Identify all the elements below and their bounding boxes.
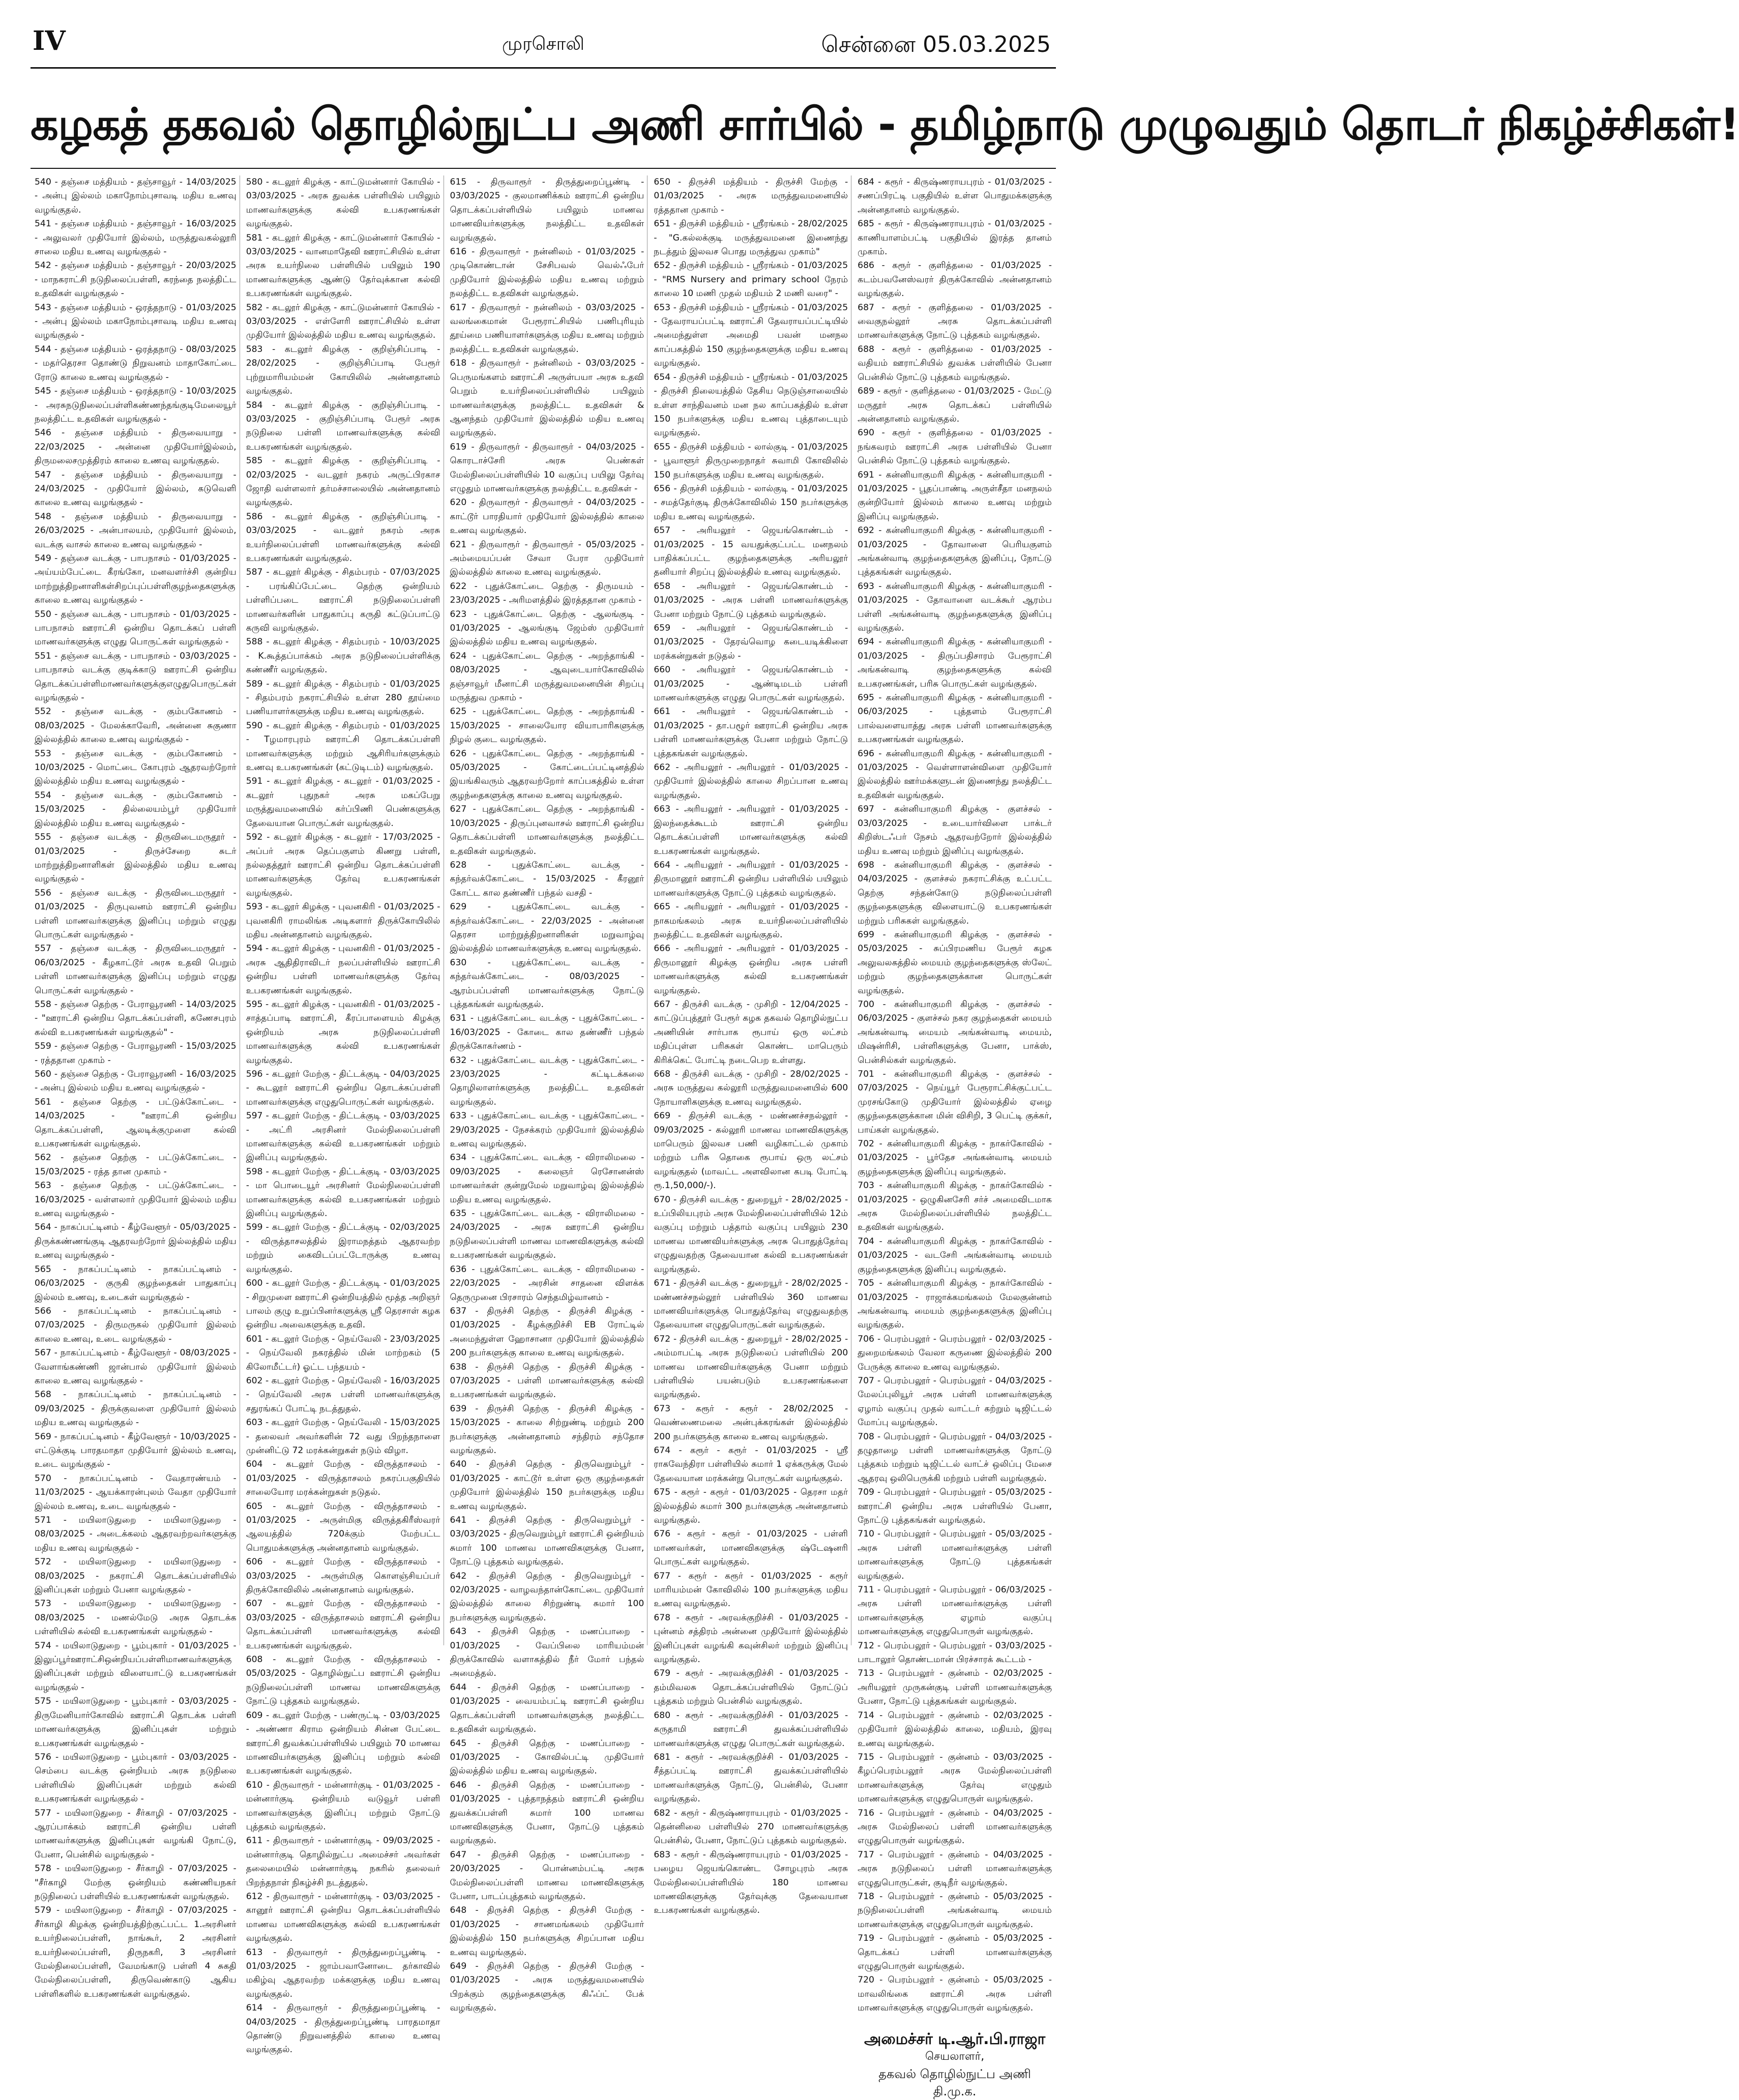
list-item: 559 - தஞ்சை தெற்கு - பேராவூரணி - 15/03/2025 - ரத்ததான முகாம் - — [35, 1041, 237, 1066]
list-item: 693 - கன்னியாகுமரி கிழக்கு - கன்னியாகுமரி - 01/03/2025 - தோவாளை வடக்கூர் ஆரம்ப பள்ளி அங்கன்வாடி குழந்தைகளுக்கு இனிப்பு வழங்குதல். — [858, 581, 1052, 633]
list-item: 714 - பெரம்பலூர் - குன்னம் - 02/03/2025 - முதியோர் இல்லத்தில் காலை, மதியம், இரவு உணவு வழங்குதல். — [858, 1710, 1052, 1749]
list-item: 609 - கடலூர் மேற்கு - பண்ருட்டி - 03/03/2025 - அண்ணா கிராம ஒன்றியம் சின்ன பேட்டை ஊராட்சி துவக்கப்பள்ளியில் பயிலும் 70 மாணவ மாணவியர்களுக்கு இனிப்பு மற்றும் கல்வி உபகரணங்கள் வழங்குதல். — [246, 1710, 440, 1777]
list-item: 602 - கடலூர் மேற்கு - நெய்வேலி - 16/03/2025 - நெய்வேலி அரசு பள்ளி மாணவர்களுக்கு சதுரங்கப் போட்டி நடத்துதல். — [246, 1375, 440, 1414]
list-item: 663 - அரியலூர் - அரியலூர் - 01/03/2025 - இலந்தைக்கூடம் ஊராட்சி ஒன்றிய தொடக்கப்பள்ளி மாணவர்களுக்கு கல்வி உபகரணங்கள் வழங்குதல். — [654, 804, 848, 856]
list-item: 667 - திருச்சி வடக்கு - முசிறி - 12/04/2025 - காட்டுப்புத்தூர் பேரூர் கழக தகவல் தொழில்நுட்ப அணியின் சார்பாக ரூபாய் ஒரு லட்சம் மதிப்புள்ள பரிசுகள் கொண்ட மாபெரும் கிரிக்கெட் போட்டி நடைபெற உள்ளது. — [654, 999, 848, 1066]
list-item: 646 - திருச்சி தெற்கு - மணப்பாறை - 01/03/2025 - புத்தாநத்தம் ஊராட்சி ஒன்றிய துவக்கப்பள்ளி சுமார் 100 மாணவ மாணவிகளுக்கு பேனா, நோட்டு புத்தகம் வழங்குதல். — [450, 1780, 644, 1846]
list-item: 631 - புதுக்கோட்டை வடக்கு - புதுக்கோட்டை - 16/03/2025 - கோடை கால தண்ணீர் பந்தல் திருக்கோகர்ணம் - — [450, 1013, 644, 1052]
list-item: 558 - தஞ்சை தெற்கு - பேராவூரணி - 14/03/2025 - "ஊராட்சி ஒன்றிய தொடக்கப்பள்ளி, கணேசபுரம் கல்வி உபகரணங்கள் வழங்குதல்" - — [35, 999, 237, 1038]
list-item: 599 - கடலூர் மேற்கு - திட்டக்குடி - 02/03/2025 - விருத்தாசலத்தில் இராமநத்தம் ஆதரவற்ற மற்றும் கைவிடப்பட்டோருக்கு உணவு வழங்குதல். — [246, 1222, 440, 1275]
list-item: 561 - தஞ்சை தெற்கு - பட்டுக்கோட்டை - 14/03/2025 - "ஊராட்சி ஒன்றிய தொடக்கப்பள்ளி, ஆலடிக்குமுளை கல்வி உபகரணங்கள் வழங்குதல். — [35, 1097, 237, 1149]
list-item: 582 - கடலூர் கிழக்கு - காட்டுமன்னார் கோயில் - 03/03/2025 - எள்ளேரி ஊராட்சியில் உள்ள முதியோர் இல்லத்தில் மதிய உணவு வழங்குதல். — [246, 302, 440, 341]
list-item: 565 - நாகப்பட்டினம் - நாகப்பட்டினம் - 06/03/2025 - குருகி குழந்தைகள் பாதுகாப்பு இல்லம் உணவு, உடைகள் வழங்குதல் - — [35, 1264, 237, 1303]
list-item: 576 - மயிலாடுதுறை - பூம்புகார் - 03/03/2025 - செம்பை வடக்கு ஒன்றியம் அரசு நடுநிலை பள்ளியில் இனிப்புகள் மற்றும் கல்வி உபகரணங்கள் வழங்குதல் - — [35, 1752, 237, 1805]
list-item: 655 - திருச்சி மத்தியம் - லால்குடி - 01/03/2025 - பூவாளூர் திருமுறைநாதர் சுவாமி கோவிலில் 150 நபர்களுக்கு மதிய உணவு வழங்குதல். — [654, 441, 848, 480]
list-item: 669 - திருச்சி வடக்கு - மண்ணச்சநல்லூர் - 09/03/2025 - கல்லூரி மாணவ மாணவிகளுக்கு மாபெரும் இலவச பணி வழிகாட்டல் முகாம் மற்றும் பரிசு தொகை ரூபாய் ஒரு லட்சம் வழங்குதல் (மாவட்ட அளவிலான கபடி போட்டி ரூ.1,50,000/-). — [654, 1111, 848, 1191]
list-item: 701 - கன்னியாகுமரி கிழக்கு - குளச்சல் - 07/03/2025 - நெய்யூர் பேரூராட்சிக்குட்பட்ட முரசங்கோடு முதியோர் இல்லத்தில் ஏழை குழந்தைகளுக்கான மின் விசிறி, 3 பெட்டி குக்கர், பாய்கள் வழங்குதல். — [858, 1069, 1052, 1135]
list-item: 630 - புதுக்கோட்டை வடக்கு - கந்தர்வக்கோட்டை - 08/03/2025 - ஆரம்பப்பள்ளி மாணவர்களுக்கு நோட்டு புத்தகங்கள் வழங்குதல். — [450, 957, 644, 1010]
list-item: 716 - பெரம்பலூர் - குன்னம் - 04/03/2025 - அரசு மேல்நிலைப் பள்ளி மாணவர்களுக்கு எழுதுபொருள் வழங்குதல். — [858, 1808, 1052, 1846]
list-item: 674 - கரூர் - கரூர் - 01/03/2025 - ஸ்ரீ ராகவேந்திரா பள்ளியில் சுமார் 1 ஏக்கருக்கு மேல் தேவையான மரக்கன்று பொருட்கள் வழங்குதல். — [654, 1445, 848, 1484]
list-item: 577 - மயிலாடுதுறை - சீர்காழி - 07/03/2025 - ஆரப்பாக்கம் ஊராட்சி ஒன்றிய பள்ளி மாணவர்களுக்கு இனிப்புகள் வழங்கி நோட்டு, பேனா, பென்சில் வழங்குதல் - — [35, 1808, 237, 1860]
list-item: 552 - தஞ்சை வடக்கு - கும்பகோணம் - 08/03/2025 - மேலக்காவேரி, அன்னை சுகுணா இல்லத்தில் காலை உணவு வழங்குதல் - — [35, 706, 237, 745]
list-item: 557 - தஞ்சை வடக்கு - திருவிடைமருதூர் - 06/03/2025 - கீழகாட்டூர் அரசு உதவி பெறும் பள்ளி மாணவர்களுக்கு இனிப்பு மற்றும் எழுது பொருட்கள் வழங்குதல் - — [35, 943, 237, 996]
list-item: 555 - தஞ்சை வடக்கு - திருவிடைமருதூர் - 01/03/2025 - திருச்சேறை சுடர் மாற்றுத்திறனாளிகள் இல்லத்தில் மதிய உணவு வழங்குதல் - — [35, 832, 237, 884]
list-item: 621 - திருவாரூர் - திருவாரூர் - 05/03/2025 - அம்மையப்பன் சேவா பேரா முதியோர் இல்லத்தில் காலை உணவு வழங்குதல். — [450, 539, 644, 578]
list-item: 541 - தஞ்சை மத்தியம் - தஞ்சாவூர் - 16/03/2025 - அலுவலர் முதியோர் இல்லம், மருத்துவகல்லூரி சாலை மதிய உணவு வழங்குதல் - — [35, 219, 237, 257]
list-item: 583 - கடலூர் கிழக்கு - குறிஞ்சிப்பாடி - 28/02/2025 - குறிஞ்சிப்பாடி பேரூர் புற்றுமாரியம்மன் கோயிலில் அன்னதானம் வழங்குதல். — [246, 344, 440, 397]
list-item: 709 - பெரம்பலூர் - பெரம்பலூர் - 05/03/2025 - ஊராட்சி ஒன்றிய அரசு பள்ளியில் பேனா, நோட்டு புத்தகங்கள் வழங்குதல். — [858, 1487, 1052, 1525]
column-3 — [447, 175, 648, 2014]
list-item: 601 - கடலூர் மேற்கு - நெய்வேலி - 23/03/2025 - நெய்வேலி நகரத்தில் மின் மாற்றகம் (5 கிலோமீட்டர்) ஓட்ட பந்தயம் - — [246, 1334, 440, 1372]
list-item: 554 - தஞ்சை வடக்கு - கும்பகோணம் - 15/03/2025 - தில்லையம்பூர் முதியோர் இல்லத்தில் மதிய உணவு வழங்குதல் - — [35, 790, 237, 829]
list-item: 704 - கன்னியாகுமரி கிழக்கு - நாகர்கோவில் - 01/03/2025 - வடசேரி அங்கன்வாடி மையம் குழந்தைகளுக்கு இனிப்பு வழங்குதல். — [858, 1236, 1052, 1275]
list-item: 700 - கன்னியாகுமரி கிழக்கு - குளச்சல் - 06/03/2025 - குளச்சல் நகர குழந்தைகள் மையம் அங்கன்வாடி மையம் அங்கன்வாடி மையம், மிஷன்ரிசி, பள்ளிகளுக்கு பேனா, பாக்ஸ், பென்சில்கள் வழங்குதல். — [858, 999, 1052, 1066]
list-item: 628 - புதுக்கோட்டை வடக்கு - கந்தர்வக்கோட்டை - 15/03/2025 - கீரனூர் கோட்ட கால தண்ணீர் பந்தல் வசதி - — [450, 860, 644, 898]
list-item: 589 - கடலூர் கிழக்கு - சிதம்பரம் - 01/03/2025 - சிதம்பரம் நகராட்சியில் உள்ள 280 தூய்மை பணியாளர்களுக்கு மதிய உணவு வழங்குதல். — [246, 678, 440, 717]
list-item: 658 - அரியலூர் - ஜெயங்கொண்டம் - 01/03/2025 - அரசு பள்ளி மாணவர்களுக்கு பேனா மற்றும் நோட்டு புத்தகம் வழங்குதல். — [654, 581, 848, 619]
signoff — [858, 2031, 1052, 2100]
article-columns — [32, 175, 1055, 2098]
list-item: 659 - அரியலூர் - ஜெயங்கொண்டம் - 01/03/2025 - தேரவ்வொழ கடையடிக்கிளை மரக்கன்றுகள் நடுதல் - — [654, 623, 848, 661]
list-item: 649 - திருச்சி தெற்கு - திருச்சி மேற்கு - 01/03/2025 - அரசு மருத்துவமனையில் பிறக்கும் குழந்தைகளுக்கு கிஃப்ட் பேக் வழங்குதல். — [450, 1961, 644, 2014]
list-item: 706 - பெரம்பலூர் - பெரம்பலூர் - 02/03/2025 - துறைமங்கலம் வேலா கருணை இல்லத்தில் 200 பேருக்கு காலை உணவு வழங்குதல். — [858, 1334, 1052, 1372]
column-5 — [854, 175, 1055, 2098]
column-4 — [651, 175, 851, 1916]
list-item: 571 - மயிலாடுதுறை - மயிலாடுதுறை - 08/03/2025 - அடைக்கலம் ஆதரவற்றவர்களுக்கு மதிய உணவு வழங்குதல் - — [35, 1515, 237, 1553]
list-item: 610 - திருவாரூர் - மன்னார்குடி - 01/03/2025 - மன்னார்குடி ஒன்றியம் வடுவூர் பள்ளி மாணவர்களுக்கு இனிப்பு மற்றும் நோட்டு புத்தகம் வழங்குதல். — [246, 1780, 440, 1832]
list-item: 670 - திருச்சி வடக்கு - துறையூர் - 28/02/2025 - உப்பிலியபுரம் அரசு மேல்நிலைப்பள்ளியில் 12ம் வகுப்பு மற்றும் பத்தாம் வகுப்பு பயிலும் 230 மாணவ மாணவியர்களுக்கு அரசு பொதுத்தேர்வு எழுதுவதற்கு தேவையான கல்வி உபகரணங்கள் வழங்குதல். — [654, 1194, 848, 1275]
list-item: 678 - கரூர் - அரவக்குறிச்சி - 01/03/2025 - புன்னம் சத்திரம் அன்னை முதியோர் இல்லத்தில் இனிப்புகள் வழங்கி கவுன்சிலர் மற்றும் இனிப்பு வழங்குதல். — [654, 1612, 848, 1665]
list-item: 660 - அரியலூர் - ஜெயங்கொண்டம் - 01/03/2025 - ஆண்டிமடம் பள்ளி மாணவர்களுக்கு எழுது பொருட்கள் வழங்குதல். — [654, 665, 848, 703]
list-item: 584 - கடலூர் கிழக்கு - குறிஞ்சிப்பாடி - 03/03/2025 - குறிஞ்சிப்பாடி பேரூர் அரசு நடுநிலை பள்ளி மாணவர்களுக்கு கல்வி உபகரணங்கள் வழங்குதல். — [246, 400, 440, 452]
list-item: 595 - கடலூர் கிழக்கு - புவனகிரி - 01/03/2025 - சாத்தப்பாடி ஊராட்சி, கீரப்பாளையம் கிழக்கு ஒன்றியம் அரசு நடுநிலைப்பள்ளி மாணவர்களுக்கு கல்வி உபகரணங்கள் வழங்குதல். — [246, 999, 440, 1066]
list-item: 598 - கடலூர் மேற்கு - திட்டக்குடி - 03/03/2025 - மா பொடையூர் அரசினர் மேல்நிலைப்பள்ளி மாணவர்களுக்கு கல்வி உபகரணங்கள் மற்றும் இனிப்பு வழங்குதல். — [246, 1166, 440, 1219]
list-item: 591 - கடலூர் கிழக்கு - கடலூர் - 01/03/2025 - கடலூர் புதுநகர் அரசு மகப்பேறு மருத்துவமனையில் கர்ப்பிணி பெண்களுக்கு தேவையான பொருட்கள் வழங்குதல். — [246, 776, 440, 829]
header-rule — [31, 67, 1056, 69]
list-item: 550 - தஞ்சை வடக்கு - பாபநாசம் - 01/03/2025 - பாபநாசம் ஊராட்சி ஒன்றிய தொடக்கப் பள்ளி மாணவர்களுக்கு எழுது பொருட்கள் வழங்குதல் - — [35, 609, 237, 647]
list-item: 597 - கடலூர் மேற்கு - திட்டக்குடி - 03/03/2025 - அட்ரி அரசினர் மேல்நிலைப்பள்ளி மாணவர்களுக்கு கல்வி உபகரணங்கள் மற்றும் இனிப்பு வழங்குதல். — [246, 1111, 440, 1163]
list-item: 666 - அரியலூர் - அரியலூர் - 01/03/2025 - திருமானூர் கிழக்கு ஒன்றிய அரசு பள்ளி மாணவர்களுக்கு கல்வி உபகரணங்கள் வழங்குதல். — [654, 943, 848, 996]
list-item: 656 - திருச்சி மத்தியம் - லால்குடி - 01/03/2025 - சமத்தேர்குடி திருக்கோவிலில் 150 நபர்களுக்கு மதிய உணவு வழங்குதல். — [654, 483, 848, 522]
list-item: 603 - கடலூர் மேற்கு - நெய்வேலி - 15/03/2025 - தலைவர் அவர்களின் 72 வது பிறந்தநாளை முன்னிட்டு 72 மரக்கன்றுகள் நடும் விழா. — [246, 1417, 440, 1456]
list-item: 653 - திருச்சி மத்தியம் - ஸ்ரீரங்கம் - 01/03/2025 - தேவராயப்பட்டி ஊராட்சி தேவராயப்பட்டியில் அமைந்துள்ள அமைதி பவன் மனநல காப்பகத்தில் 150 குழந்தைகளுக்கு மதிய உணவு வழங்குதல். — [654, 302, 848, 369]
list-item: 587 - கடலூர் கிழக்கு - சிதம்பரம் - 07/03/2025 - பரங்கிப்பேட்டை தெற்கு ஒன்றியம் பள்ளிப்படை ஊராட்சி நடுநிலைப்பள்ளி மாணவர்களின் பாதுகாப்பு கருதி கட்டுப்பாட்டு கருவி வழங்குதல். — [246, 567, 440, 633]
signoff-name: அமைச்சர் டி.ஆர்.பி.ராஜா — [864, 2030, 1046, 2048]
list-item: 661 - அரியலூர் - ஜெயங்கொண்டம் - 01/03/2025 - தா.பழூர் ஊராட்சி ஒன்றிய அரசு பள்ளி மாணவர்களுக்கு பேனா மற்றும் நோட்டு புத்தகங்கள் வழங்குதல். — [654, 706, 848, 759]
list-item: 614 - திருவாரூர் - திருத்துறைப்பூண்டி - 04/03/2025 - திருத்துறைப்பூண்டி பாரதமாதா தொண்டு நிறுவனத்தில் காலை உணவு வழங்குதல். — [246, 2003, 440, 2055]
list-item: 683 - கரூர் - கிருஷ்ணராயபுரம் - 01/03/2025 - பழைய ஜெயங்கொண்ட சோழபுரம் அரசு மேல்நிலைப்பள்ளியில் 180 மாணவ மாணவிகளுக்கு தேர்வுக்கு தேவையான உபகரணங்கள் வழங்குதல். — [654, 1849, 848, 1916]
list-item: 547 - தஞ்சை மத்தியம் - திருவையாறு - 24/03/2025 - முதியோர் இல்லம், கடுவெளி காலை உணவு வழங்குதல் - — [35, 469, 237, 508]
dateline: சென்னை 05.03.2025 — [821, 32, 1051, 57]
list-item: 626 - புதுக்கோட்டை தெற்கு - அறந்தாங்கி - 05/03/2025 - கோட்டைப்பட்டினத்தில் இயங்கிவரும் ஆதரவற்றோர் காப்பகத்தில் உள்ள குழந்தைகளுக்கு காலை உணவு வழங்குதல். — [450, 748, 644, 801]
list-item: 553 - தஞ்சை வடக்கு - கும்பகோணம் - 10/03/2025 - மொட்டை கோபுரம் ஆதரவற்றோர் இல்லத்தில் மதிய உணவு வழங்குதல் - — [35, 748, 237, 787]
signoff-wing: தகவல் தொழில்நுட்ப அணி தி.மு.க. — [878, 2066, 1031, 2098]
list-item: 618 - திருவாரூர் - நன்னிலம் - 03/03/2025 - பெருமங்களம் ஊராட்சி அருள்பயா அரசு உதவி பெறும் உயர்நிலைப்பள்ளியில் பயிலும் மாணவர்களுக்கு நலத்திட்ட உதவிகள் & ஆனந்தம் முதியோர் இல்லத்தில் மதிய உணவு வழங்குதல். — [450, 358, 644, 438]
list-item: 652 - திருச்சி மத்தியம் - ஸ்ரீரங்கம் - 01/03/2025 - "RMS Nursery and primary school நேரம் காலை 10 மணி முதல் மதியம் 2 மணி வரை" - — [654, 260, 848, 299]
list-item: 719 - பெரம்பலூர் - குன்னம் - 05/03/2025 - தொடக்கப் பள்ளி மாணவர்களுக்கு எழுதுபொருள் வழங்குதல். — [858, 1933, 1052, 1971]
list-item: 634 - புதுக்கோட்டை வடக்கு - விராலிமலை - 09/03/2025 - கலைஞர் ரெசோனன்ஸ் மாணவர்கள் குன்றுமேல் மறுவாழ்வு இல்லத்தில் மதிய உணவு வழங்குதல். — [450, 1152, 644, 1205]
list-item: 713 - பெரம்பலூர் - குன்னம் - 02/03/2025 - அரியலூர் முருகன்குடி பள்ளி மாணவர்களுக்கு பேனா, நோட்டு புத்தகங்கள் வழங்குதல். — [858, 1668, 1052, 1707]
list-item: 697 - கன்னியாகுமரி கிழக்கு - குளச்சல் - 03/03/2025 - உடையார்விளை பாக்டர் கிறிஸ்டஃபர் நேசம் ஆதரவற்றோர் இல்லத்தில் மதிய உணவு மற்றும் இனிப்பு வழங்குதல். — [858, 804, 1052, 856]
list-item: 625 - புதுக்கோட்டை தெற்கு - அறந்தாங்கி - 15/03/2025 - சாலையோர வியாபாரிகளுக்கு நிழல் குடை வழங்குதல். — [450, 706, 644, 745]
list-item: 677 - கரூர் - கரூர் - 01/03/2025 - கரூர் மாரியம்மன் கோவிலில் 100 நபர்களுக்கு மதிய உணவு வழங்குதல். — [654, 1571, 848, 1609]
list-item: 592 - கடலூர் கிழக்கு - கடலூர் - 17/03/2025 - அப்பர் அரசு தெப்பகுளம் கிணறு பள்ளி, நல்லதத்தூர் ஊராட்சி ஒன்றிய தொடக்கப்பள்ளி மாணவர்களுக்கு தேர்வு உபகரணங்கள் வழங்குதல். — [246, 832, 440, 898]
list-item: 707 - பெரம்பலூர் - பெரம்பலூர் - 04/03/2025 - மேலப்புலியூர் அரசு பள்ளி மாணவர்களுக்கு ஏழாம் வகுப்பு முதல் வாட்டர் கற்றும் டிஜிட்டல் மோப்பு வழங்குதல். — [858, 1375, 1052, 1428]
list-item: 662 - அரியலூர் - அரியலூர் - 01/03/2025 - முதியோர் இல்லத்தில் காலை சிறப்பான உணவு வழங்குதல். — [654, 762, 848, 801]
list-item: 689 - கரூர் - குளித்தலை - 01/03/2025 - மேட்டு மருதூர் அரசு தொடக்கப் பள்ளியில் அன்னதானம் வழங்குதல். — [858, 386, 1052, 424]
list-item: 604 - கடலூர் மேற்கு - விருத்தாசலம் - 01/03/2025 - விருத்தாசலம் நகரப்பகுதியில் சாலையோர மரக்கன்றுகள் நடுதல். — [246, 1459, 440, 1498]
list-item: 688 - கரூர் - குளித்தலை - 01/03/2025 - வதியம் ஊராட்சியில் துவக்க பள்ளியில் பேனா பென்சில் நோட்டு புத்தகம் வழங்குதல். — [858, 344, 1052, 382]
list-item: 648 - திருச்சி தெற்கு - திருச்சி மேற்கு - 01/03/2025 - சாணமங்கலம் முதியோர் இல்லத்தில் 150 நபர்களுக்கு சிறப்பான மதிய உணவு வழங்குதல். — [450, 1905, 644, 1958]
list-item: 644 - திருச்சி தெற்கு - மணப்பாறை - 01/03/2025 - வையம்பட்டி ஊராட்சி ஒன்றிய தொடக்கப்பள்ளி மாணவர்களுக்கு நலத்திட்ட உதவிகள் வழங்குதல். — [450, 1682, 644, 1735]
list-item: 616 - திருவாரூர் - நன்னிலம் - 01/03/2025 - முடிகொண்டான் சேசிபவல் வெல்ஃபேர் முதியோர் இல்லத்தில் மதிய உணவு மற்றும் நலத்திட்ட உதவிகள் வழங்குதல். — [450, 247, 644, 299]
list-item: 690 - கரூர் - குளித்தலை - 01/03/2025 - நங்கவரம் ஊராட்சி அரசு பள்ளியில் பேனா பென்சில் நோட்டு புத்தகம் வழங்குதல். — [858, 428, 1052, 466]
list-item: 572 - மயிலாடுதுறை - மயிலாடுதுறை - 08/03/2025 - நகராட்சி தொடக்கப்பள்ளியில் இனிப்புகள் மற்றும் பேனா வழங்குதல் - — [35, 1557, 237, 1595]
list-item: 562 - தஞ்சை தெற்கு - பட்டுக்கோட்டை - 15/03/2025 - ரத்த தான முகாம் - — [35, 1152, 237, 1177]
list-item: 633 - புதுக்கோட்டை வடக்கு - புதுக்கோட்டை - 29/03/2025 - நேசக்கரம் முதியோர் இல்லத்தில் உணவு வழங்குதல். — [450, 1111, 644, 1149]
list-item: 607 - கடலூர் மேற்கு - விருத்தாசலம் - 03/03/2025 - விருத்தாசலம் ஊராட்சி ஒன்றிய தொடக்கப்பள்ளி மாணவர்களுக்கு கல்வி உபகரணங்கள் வழங்குதல். — [246, 1599, 440, 1651]
list-item: 641 - திருச்சி தெற்கு - திருவெறும்பூர் - 03/03/2025 - திருவெறும்பூர் ஊராட்சி ஒன்றியம் சுமார் 100 மாணவ மாணவிகளுக்கு பேனா, நோட்டு புத்தகம் வழங்குதல். — [450, 1515, 644, 1567]
list-item: 594 - கடலூர் கிழக்கு - புவனகிரி - 01/03/2025 - அரசு ஆதிதிராவிடர் நலப்பள்ளியில் ஊராட்சி ஒன்றிய பள்ளி மாணவர்களுக்கு தேர்வு உபகரணங்கள் வழங்குதல். — [246, 943, 440, 996]
list-item: 665 - அரியலூர் - அரியலூர் - 01/03/2025 - நாகமங்கலம் அரசு உயர்நிலைப்பள்ளியில் நலத்திட்ட உதவிகள் வழங்குதல். — [654, 902, 848, 940]
list-item: 691 - கன்னியாகுமரி கிழக்கு - கன்னியாகுமரி - 01/03/2025 - பூதப்பாண்டி அருள்சீதா மனநலம் குன்றியோர் இல்லம் காலை உணவு மற்றும் இனிப்பு வழங்குதல். — [858, 469, 1052, 522]
list-item: 702 - கன்னியாகுமரி கிழக்கு - நாகர்கோவில் - 01/03/2025 - பூர்தேச அங்கன்வாடி மையம் குழந்தைகளுக்கு இனிப்பு வழங்குதல். — [858, 1139, 1052, 1177]
list-item: 681 - கரூர் - அரவக்குறிச்சி - 01/03/2025 - சீத்தப்பட்டி ஊராட்சி துவக்கப்பள்ளியில் மாணவர்களுக்கு நோட்டு, பென்சில், பேனா வழங்குதல். — [654, 1752, 848, 1805]
list-item: 680 - கரூர் - அரவக்குறிச்சி - 01/03/2025 - கருதாமி ஊராட்சி துவக்கப்பள்ளியில் மாணவர்களுக்கு எழுது பொருட்கள் வழங்குதல். — [654, 1710, 848, 1749]
list-item: 650 - திருச்சி மத்தியம் - திருச்சி மேற்கு - 01/03/2025 - அரசு மருத்துவமனையில் ரத்ததான முகாம் - — [654, 177, 848, 215]
list-item: 676 - கரூர் - கரூர் - 01/03/2025 - பள்ளி மாணவர்கள், மாணவிகளுக்கு ஷ்டேஷனரி பொருட்கள் வழங்குதல். — [654, 1529, 848, 1567]
list-item: 710 - பெரம்பலூர் - பெரம்பலூர் - 05/03/2025 - அரசு பள்ளி மாணவர்களுக்கு பள்ளி மாணவர்களுக்கு நோட்டு புத்தகங்கள் வழங்குதல். — [858, 1529, 1052, 1581]
list-item: 543 - தஞ்சை மத்தியம் - ஒரத்தநாடு - 01/03/2025 - அன்பு இல்லம் மகாநோம்புசாவடி மதிய உணவு வழங்குதல் - — [35, 302, 237, 341]
list-item: 568 - நாகப்பட்டினம் - நாகப்பட்டினம் - 09/03/2025 - திருக்குவளை முதியோர் இல்லம் மதிய உணவு வழங்குதல் - — [35, 1389, 237, 1428]
list-item: 615 - திருவாரூர் - திருத்துறைப்பூண்டி - 03/03/2025 - குலமாணிக்கம் ஊராட்சி ஒன்றிய தொடக்கப்பள்ளியில் பயிலும் மாணவ மாணவியர்களுக்கு நலத்திட்ட உதவிகள் வழங்குதல். — [450, 177, 644, 243]
list-item: 619 - திருவாரூர் - திருவாரூர் - 04/03/2025 - கொரடாச்சேரி அரசு பெண்கள் மேல்நிலைப்பள்ளியில் 10 வகுப்பு பயிலு தேர்வு எழுதும் மாணவர்களுக்கு நலத்திட்ட உதவிகள் - — [450, 441, 644, 494]
list-item: 642 - திருச்சி தெற்கு - திருவெறும்பூர் - 02/03/2025 - வாழவந்தான்கோட்டை முதியோர் இல்லத்தில் காலை சிற்றுண்டி சுமார் 100 நபர்களுக்கு வழங்குதல். — [450, 1571, 644, 1623]
list-item: 647 - திருச்சி தெற்கு - மணப்பாறை - 20/03/2025 - பொன்னம்பட்டி அரசு மேல்நிலைப்பள்ளி மாணவ மாணவிகளுக்கு பேனா, பாடப்புத்தகம் வழங்குதல். — [450, 1849, 644, 1902]
list-item: 606 - கடலூர் மேற்கு - விருத்தாசலம் - 03/03/2025 - அருள்மிகு கொளஞ்சியப்பர் திருக்கோவிலில் அன்னதானம் வழங்குதல். — [246, 1557, 440, 1595]
list-item: 580 - கடலூர் கிழக்கு - காட்டுமன்னார் கோயில் - 03/03/2025 - அரசு துவக்க பள்ளியில் பயிலும் மாணவர்களுக்கு கல்வி உபகரணங்கள் வழங்குதல். — [246, 177, 440, 229]
list-item: 613 - திருவாரூர் - திருத்துறைப்பூண்டி - 01/03/2025 - ஜாம்பவானோடை தர்காவில் மகிழ்வு ஆதரவற்ற மக்களுக்கு மதிய உணவு வழங்குதல். — [246, 1947, 440, 1999]
column-1 — [32, 175, 240, 1999]
list-item: 579 - மயிலாடுதுறை - சீர்காழி - 07/03/2025 - சீர்காழி கிழக்கு ஒன்றியத்திற்குட்பட்ட 1.அரசினர் உயர்நிலைப்பள்ளி, நாங்கூர், 2 அரசினர் உயர்நிலைப்பள்ளி, திருநகரி, 3 அரசினர் மேல்நிலைப்பள்ளி, வேமங்காடு பள்ளி 4 சுகதி மேல்நிலைப்பள்ளி, திருவெண்காடு ஆகிய பள்ளிகளில் உபகரணங்கள் வழங்குதல். — [35, 1905, 237, 1999]
list-item: 711 - பெரம்பலூர் - பெரம்பலூர் - 06/03/2025 - அரசு பள்ளி மாணவர்களுக்கு பள்ளி மாணவர்களுக்கு ஏழாம் வகுப்பு மாணவர்களுக்கு எழுதுபொருள் வழங்குதல். — [858, 1585, 1052, 1637]
list-item: 657 - அரியலூர் - ஜெயங்கொண்டம் - 01/03/2025 - 15 வயதுக்குட்பட்ட மனநலம் பாதிக்கப்பட்ட குழந்தைகளுக்கு அரியலூர் தனியார் சிறப்பு இல்லத்தில் உணவு வழங்குதல். — [654, 525, 848, 578]
list-item: 645 - திருச்சி தெற்கு - மணப்பாறை - 01/03/2025 - கோவில்பட்டி முதியோர் இல்லத்தில் மதிய உணவு வழங்குதல். — [450, 1738, 644, 1777]
list-item: 671 - திருச்சி வடக்கு - துறையூர் - 28/02/2025 - மண்ணச்சநல்லூர் பள்ளியில் 360 மாணவ மாணவியர்களுக்கு பொதுத்தேர்வு எழுதுவதற்கு தேவையான எழுதுபொருட்கள் வழங்குதல். — [654, 1278, 848, 1330]
list-item: 574 - மயிலாடுதுறை - பூம்புகார் - 01/03/2025 - இலுப்பூர்ஊராட்சிஒன்றியப்பள்ளிமாணவர்களுக்கு இனிப்புகள் மற்றும் விளையாட்டு உபகரணங்கள் வழங்குதல் - — [35, 1640, 237, 1693]
list-item: 620 - திருவாரூர் - திருவாரூர் - 04/03/2025 - காட்டூர் பாரதியார் முதியோர் இல்லத்தில் காலை உணவு வழங்குதல். — [450, 497, 644, 536]
list-item: 699 - கன்னியாகுமரி கிழக்கு - குளச்சல் - 05/03/2025 - சுப்பிரமணிய பேரூர் கழக அலுவலகத்தில் மையம் குழந்தைகளுக்கு ஸ்லேட் மற்றும் குழந்தைகளுக்கான பொருட்கள் வழங்குதல். — [858, 929, 1052, 996]
column-2 — [243, 175, 444, 2055]
list-item: 563 - தஞ்சை தெற்கு - பட்டுக்கோட்டை - 16/03/2025 - வள்ளலார் முதியோர் இல்லம் மதிய உணவு வழங்குதல் - — [35, 1180, 237, 1219]
list-item: 639 - திருச்சி தெற்கு - திருச்சி கிழக்கு - 15/03/2025 - காலை சிற்றுண்டி மற்றும் 200 நபர்களுக்கு அன்னதானம் சந்திரம் சந்தோச வழங்குதல். — [450, 1403, 644, 1456]
list-item: 545 - தஞ்சை மத்தியம் - ஒரத்தநாடு - 10/03/2025 - அரசுநடுநிலைப்பள்ளிகண்ணந்தங்குடிமேலையூர் நலத்திட்ட உதவிகள் வழங்குதல் - — [35, 386, 237, 424]
list-item: 635 - புதுக்கோட்டை வடக்கு - விராலிமலை - 24/03/2025 - அரசு ஊராட்சி ஒன்றிய நடுநிலைப்பள்ளி மாணவ மாணவிகளுக்கு கல்வி உபகரணங்கள் வழங்குதல். — [450, 1208, 644, 1261]
list-item: 593 - கடலூர் கிழக்கு - புவனகிரி - 01/03/2025 - புவனகிரி ராமலிங்க அடிகளார் திருக்கோயிலில் மதிய அன்னதானம் வழங்குதல். — [246, 902, 440, 940]
list-item: 717 - பெரம்பலூர் - குன்னம் - 04/03/2025 - அரசு நடுநிலைப் பள்ளி மாணவர்களுக்கு எழுதுபொருட்கள், குடிநீர் வழங்குதல். — [858, 1849, 1052, 1888]
list-item: 617 - திருவாரூர் - நன்னிலம் - 03/03/2025 - வலங்கைமான் பேரூராட்சியில் பணிபுரியும் தூய்மை பணியாளர்களுக்கு மதிய உணவு மற்றும் நலத்திட்ட உதவிகள் வழங்குதல். — [450, 302, 644, 354]
list-item: 623 - புதுக்கோட்டை தெற்கு - ஆலங்குடி - 01/03/2025 - ஆலங்குடி ஜேம்ஸ் முதியோர் இல்லத்தில் மதிய உணவு வழங்குதல். — [450, 609, 644, 647]
list-item: 640 - திருச்சி தெற்கு - திருவெறும்பூர் - 01/03/2025 - காட்டூர் உள்ள ஒரு குழந்தைகள் முதியோர் இல்லத்தில் 150 நபர்களுக்கு மதிய உணவு வழங்குதல். — [450, 1459, 644, 1512]
list-item: 551 - தஞ்சை வடக்கு - பாபநாசம் - 03/03/2025 - பாபநாசம் வடக்கு குடிக்காடு ஊராட்சி ஒன்றிய தொடக்கப்பள்ளிமாணவர்களுக்குஎழுதுபொருட்கள் வழங்குதல் - — [35, 650, 237, 703]
list-item: 544 - தஞ்சை மத்தியம் - ஒரத்தநாடு - 08/03/2025 - மதர்தெரசா தொண்டு நிறுவனம் மாதாகோட்டை ரோடு காலை உணவு வழங்குதல் - — [35, 344, 237, 382]
list-item: 718 - பெரம்பலூர் - குன்னம் - 05/03/2025 - நடுநிலைப்பள்ளி அங்கன்வாடி மையம் மாணவர்களுக்கு எழுதுபொருள் வழங்குதல். — [858, 1891, 1052, 1930]
list-item: 685 - கரூர் - கிருஷ்ணராயபுரம் - 01/03/2025 - காணியாளம்பட்டி பகுதியில் இரத்த தானம் முகாம். — [858, 219, 1052, 257]
list-item: 564 - நாகப்பட்டினம் - கீழ்வேளூர் - 05/03/2025 - திருக்கண்ணங்குடி ஆதரவற்றோர் இல்லத்தில் மதிய உணவு வழங்குதல் - — [35, 1222, 237, 1261]
page-number: IV — [33, 25, 66, 56]
list-item: 673 - கரூர் - கரூர் - 28/02/2025 - வெண்ணைமலை அன்புக்கரங்கள் இல்லத்தில் 200 நபர்களுக்கு காலை உணவு வழங்குதல். — [654, 1403, 848, 1442]
list-item: 698 - கன்னியாகுமரி கிழக்கு - குளச்சல் - 04/03/2025 - குளச்சல் நகராட்சிக்கு உட்பட்ட தெற்கு சந்தன்கோடு நடுநிலைப்பள்ளி குழந்தைகளுக்கு விளையாட்டு உபகரணங்கள் மற்றும் பரிசுகள் வழங்குதல். — [858, 860, 1052, 926]
list-item: 715 - பெரம்பலூர் - குன்னம் - 03/03/2025 - கீழப்பெரம்பலூர் அரசு மேல்நிலைப்பள்ளி மாணவர்களுக்கு தேர்வு எழுதும் மாணவர்களுக்கு எழுதுபொருள் வழங்குதல். — [858, 1752, 1052, 1805]
list-item: 560 - தஞ்சை தெற்கு - பேராவூரணி - 16/03/2025 - அன்பு இல்லம் மதிய உணவு வழங்குதல் - — [35, 1069, 237, 1093]
list-item: 627 - புதுக்கோட்டை தெற்கு - அறந்தாங்கி - 10/03/2025 - திருப்புனவாசல் ஊராட்சி ஒன்றிய தொடக்கப்பள்ளி மாணவர்களுக்கு நலத்திட்ட உதவிகள் வழங்குதல். — [450, 804, 644, 856]
list-item: 636 - புதுக்கோட்டை வடக்கு - விராலிமலை - 22/03/2025 - அரசின் சாதனை விளக்க தெருமுனை பிரசாரம் செந்தமிழ்வானம் - — [450, 1264, 644, 1303]
list-item: 612 - திருவாரூர் - மன்னார்குடி - 03/03/2025 - கானூர் ஊராட்சி ஒன்றிய தொடக்கப்பள்ளியில் மாணவ மாணவிகளுக்கு கல்வி உபகரணங்கள் வழங்குதல். — [246, 1891, 440, 1944]
list-item: 611 - திருவாரூர் - மன்னார்குடி - 09/03/2025 - மன்னார்குடி தொழில்நுட்ப அமைச்சர் அவர்கள் தலைமையில் மன்னார்குடி நகரில் தலைவர் பிறந்தநாள் நிகழ்ச்சி நடத்துதல். — [246, 1836, 440, 1888]
list-item: 548 - தஞ்சை மத்தியம் - திருவையாறு - 26/03/2025 - அன்பாலயம், முதியோர் இல்லம், வடக்கு வாசல் காலை உணவு வழங்குதல் - — [35, 511, 237, 550]
list-item: 624 - புதுக்கோட்டை தெற்கு - அறந்தாங்கி - 08/03/2025 - ஆவுடையார்கோவிலில் தஞ்சாவூர் மீனாட்சி மருத்துவமனையின் சிறப்பு மருத்துவ முகாம் - — [450, 650, 644, 703]
list-item: 654 - திருச்சி மத்தியம் - ஸ்ரீரங்கம் - 01/03/2025 - திருச்சி நிலையத்தில் தேசிய நெடுஞ்சாலையில் உள்ள சாந்திவனம் மன நல காப்பகத்தில் உள்ள 150 நபர்களுக்கு மதிய உணவு புத்தாடையும் வழங்குதல். — [654, 372, 848, 438]
headline: கழகத் தகவல் தொழில்நுட்ப அணி சார்பில் - தமிழ்நாடு முழுவதும் தொடர் நிகழ்ச்சிகள்! — [31, 99, 1739, 150]
list-item: 575 - மயிலாடுதுறை - பூம்புகார் - 03/03/2025 - திருமேனியார்கோவில் ஊராட்சி தொடக்க பள்ளி மாணவர்களுக்கு இனிப்புகள் மற்றும் உபகரணங்கள் வழங்குதல் - — [35, 1696, 237, 1749]
list-item: 675 - கரூர் - கரூர் - 01/03/2025 - தெரசா மதர் இல்லத்தில் சுமார் 300 நபர்களுக்கு அன்னதானம் வழங்குதல். — [654, 1487, 848, 1525]
list-item: 692 - கன்னியாகுமரி கிழக்கு - கன்னியாகுமரி - 01/03/2025 - தோவாளை பெரியகுளம் அங்கன்வாடி குழந்தைகளுக்கு இனிப்பு, நோட்டு புத்தகங்கள் வழங்குதல். — [858, 525, 1052, 578]
list-item: 695 - கன்னியாகுமரி கிழக்கு - கன்னியாகுமரி - 06/03/2025 - புத்தளம் பேரூராட்சி பால்வளையாத்து அரசு பள்ளி மாணவர்களுக்கு உபகரணங்கள் வழங்குதல். — [858, 693, 1052, 745]
list-item: 638 - திருச்சி தெற்கு - திருச்சி கிழக்கு - 07/03/2025 - பள்ளி மாணவர்களுக்கு கல்வி உபகரணங்கள் வழங்குதல். — [450, 1362, 644, 1400]
list-item: 542 - தஞ்சை மத்தியம் - தஞ்சாவூர் - 20/03/2025 - மாநகராட்சி நடுநிலைப்பள்ளி, கரந்தை நலத்திட்ட உதவிகள் வழங்குதல் - — [35, 260, 237, 299]
list-item: 643 - திருச்சி தெற்கு - மணப்பாறை - 01/03/2025 - வேப்பிலை மாரியம்மன் திருக்கோவில் வளாகத்தில் நீர் மோர் பந்தல் அமைத்தல். — [450, 1626, 644, 1679]
list-item: 540 - தஞ்சை மத்தியம் - தஞ்சாவூர் - 14/03/2025 - அன்பு இல்லம் மகாநோம்புசாவடி மதிய உணவு வழங்குதல். — [35, 177, 237, 215]
list-item: 632 - புதுக்கோட்டை வடக்கு - புதுக்கோட்டை - 23/03/2025 - கட்டிடக்கலை தொழிலாளர்களுக்கு நலத்திட்ட உதவிகள் வழங்குதல். — [450, 1055, 644, 1107]
list-item: 549 - தஞ்சை வடக்கு - பாபநாசம் - 01/03/2025 - அய்யம்பேட்டை கீரங்கோ, மனவளர்ச்சி குன்றிய மாற்றுத்திறனாளிகள்சிறப்புப்பள்ளிகுழந்தைகளுக்கு காலை உணவு வழங்குதல் - — [35, 553, 237, 606]
list-item: 720 - பெரம்பலூர் - குன்னம் - 05/03/2025 - மாவலிங்கை ஊராட்சி அரசு பள்ளி மாணவர்களுக்கு எழுதுபொருள் வழங்குதல். — [858, 1975, 1052, 2014]
list-item: 682 - கரூர் - கிருஷ்ணராயபுரம் - 01/03/2025 - தென்னிலை பள்ளியில் 270 மாணவர்களுக்கு பென்சில், பேனா, நோட்டுப் புத்தகம் வழங்குதல். — [654, 1808, 848, 1846]
list-item: 566 - நாகப்பட்டினம் - நாகப்பட்டினம் - 07/03/2025 - திருமருகல் முதியோர் இல்லம் காலை உணவு, உடை வழங்குதல் - — [35, 1306, 237, 1344]
list-item: 622 - புதுக்கோட்டை தெற்கு - திருமயம் - 23/03/2025 - அரிமளத்தில் இரத்ததான முகாம் - — [450, 581, 644, 606]
list-item: 570 - நாகப்பட்டினம் - வேதாரண்யம் - 11/03/2025 - ஆயக்காரன்புலம் வேதா முதியோர் இல்லம் உணவு, உடை வழங்குதல் - — [35, 1473, 237, 1512]
list-item: 696 - கன்னியாகுமரி கிழக்கு - கன்னியாகுமரி - 01/03/2025 - வெள்ளாளன்விளை முதியோர் இல்லத்தில் ஊர்மக்களுடன் இணைந்து நலத்திட்ட உதவிகள் வழங்குதல். — [858, 748, 1052, 801]
list-item: 694 - கன்னியாகுமரி கிழக்கு - கன்னியாகுமரி - 01/03/2025 - திருப்பதிசாரம் பேரூராட்சி அங்கன்வாடி குழந்தைகளுக்கு கல்வி உபகரணங்கள், பரிசு பொருட்கள் வழங்குதல். — [858, 637, 1052, 689]
list-item: 712 - பெரம்பலூர் - பெரம்பலூர் - 03/03/2025 - பாடாலூர் தொண்டமான் பிரச்சாரக் கூட்டம் - — [858, 1640, 1052, 1665]
list-item: 637 - திருச்சி தெற்கு - திருச்சி கிழக்கு - 01/03/2025 - கீழக்குறிச்சி EB ரோட்டில் அமைந்துள்ள ஹோசானா முதியோர் இல்லத்தில் 200 நபர்களுக்கு காலை உணவு வழங்குதல். — [450, 1306, 644, 1358]
list-item: 590 - கடலூர் கிழக்கு - சிதம்பரம் - 01/03/2025 - Tழமாரபுரம் ஊராட்சி தொடக்கப்பள்ளி மாணவர்களுக்கு மற்றும் ஆசிரியர்களுக்கும் உணவு உபகரணங்கள் (கட்டுடிடம்) வழங்குதல். — [246, 720, 440, 773]
list-item: 596 - கடலூர் மேற்கு - திட்டக்குடி - 04/03/2025 - கூடலூர் ஊராட்சி ஒன்றிய தொடக்கப்பள்ளி மாணவர்களுக்கு எழுதுபொருட்கள் வழங்குதல். — [246, 1069, 440, 1107]
list-item: 556 - தஞ்சை வடக்கு - திருவிடைமருதூர் - 01/03/2025 - திருபுவனம் ஊராட்சி ஒன்றிய பள்ளி மாணவர்களுக்கு இனிப்பு மற்றும் எழுது பொருட்கள் வழங்குதல் - — [35, 888, 237, 940]
list-item: 569 - நாகப்பட்டினம் - கீழ்வேளூர் - 10/03/2025 - எட்டுக்குடி பாரதமாதா முதியோர் இல்லம் உணவு, உடை வழங்குதல் - — [35, 1431, 237, 1470]
list-item: 672 - திருச்சி வடக்கு - துறையூர் - 28/02/2025 - அம்மாபட்டி அரசு நடுநிலைப் பள்ளியில் 200 மாணவ மாணவியர்களுக்கு பேனா மற்றும் பள்ளியில் பயன்படும் உபகரணங்களை வழங்குதல். — [654, 1334, 848, 1400]
list-item: 608 - கடலூர் மேற்கு - விருத்தாசலம் - 05/03/2025 - தொழில்நுட்ப ஊராட்சி ஒன்றிய நடுநிலைப்பள்ளி மாணவ மாணவிகளுக்கு நோட்டு புத்தகம் வழங்குதல். — [246, 1654, 440, 1707]
list-item: 546 - தஞ்சை மத்தியம் - திருவையாறு - 22/03/2025 - அன்னை முதியோர்இல்லம், திருமலைசமுத்திரம் காலை உணவு வழங்குதல். — [35, 428, 237, 466]
list-item: 679 - கரூர் - அரவக்குறிச்சி - 01/03/2025 - தம்மிவலசு தொடக்கப்பள்ளியில் நோட்டுப் புத்தகம் மற்றும் பென்சில் வழங்குதல். — [654, 1668, 848, 1707]
list-item: 586 - கடலூர் கிழக்கு - குறிஞ்சிப்பாடி - 03/03/2025 - வடலூர் நகரம் அரசு உயர்நிலைப்பள்ளி மாணவர்களுக்கு கல்வி உபகரணங்கள் வழங்குதல். — [246, 511, 440, 564]
newspaper-name: முரசொலி — [502, 34, 584, 54]
page-header — [0, 0, 1086, 61]
list-item: 581 - கடலூர் கிழக்கு - காட்டுமன்னார் கோயில் - 03/03/2025 - வானமாதேவி ஊராட்சியில் உள்ள அரசு உயர்நிலை பள்ளியில் பயிலும் 190 மாணவர்களுக்கு ஆண்டு தேர்வுக்கான கல்வி உபகரணங்கள் வழங்குதல். — [246, 232, 440, 299]
list-item: 687 - கரூர் - குளித்தலை - 01/03/2025 - வைகுநல்லூர் அரசு தொடக்கப்பள்ளி மாணவர்களுக்கு நோட்டு புத்தகம் வழங்குதல். — [858, 302, 1052, 341]
signoff-role: செயலாளர், — [925, 2050, 985, 2063]
list-item: 600 - கடலூர் மேற்கு - திட்டக்குடி - 01/03/2025 - சிறுமுளை ஊராட்சி ஒன்றியத்தில் மூத்த அறிஞர் பாலம் குழு உறுப்பினர்களுக்கு ஸ்ரீ தெரசாள் கழக ஒன்றிய அவைகளுக்கு உதவி. — [246, 1278, 440, 1330]
list-item: 585 - கடலூர் கிழக்கு - குறிஞ்சிப்பாடி - 02/03/2025 - வடலூர் நகரம் அருட்பிரகாச ஜோதி வள்ளலார் தர்மச்சாலையில் அன்னதானம் வழங்குதல். — [246, 456, 440, 508]
headline-rule — [31, 168, 1056, 169]
list-item: 567 - நாகப்பட்டினம் - கீழ்வேளூர் - 08/03/2025 - வேளாங்கண்ணி ஜான்பால் முதியோர் இல்லம் காலை உணவு வழங்குதல் - — [35, 1348, 237, 1386]
list-item: 588 - கடலூர் கிழக்கு - சிதம்பரம் - 10/03/2025 - K.கூத்தப்பாக்கம் அரசு நடுநிலைப்பள்ளிக்கு கண்ணீர் வழங்குதல். — [246, 637, 440, 675]
list-item: 668 - திருச்சி வடக்கு - முசிறி - 28/02/2025 - அரசு மருத்துவ கல்லூரி மருத்துவமனையில் 600 நோயாளிகளுக்கு உணவு வழங்குதல். — [654, 1069, 848, 1107]
list-item: 651 - திருச்சி மத்தியம் - ஸ்ரீரங்கம் - 28/02/2025 - "G.கல்லக்குடி மருத்துவமனை இணைந்து நடத்தும் இலவச பொது மருத்துவ முகாம்" — [654, 219, 848, 257]
list-item: 573 - மயிலாடுதுறை - மயிலாடுதுறை - 08/03/2025 - மணல்மேடு அரசு தொடக்க பள்ளியில் கல்வி உபகரணங்கள் வழங்குதல் - — [35, 1599, 237, 1637]
list-item: 703 - கன்னியாகுமரி கிழக்கு - நாகர்கோவில் - 01/03/2025 - ஒழுகினசேரி சர்ச் அமைவிடமாக அரசு மேல்நிலைப்பள்ளியில் நலத்திட்ட உதவிகள் வழங்குதல். — [858, 1180, 1052, 1233]
list-item: 684 - கரூர் - கிருஷ்ணராயபுரம் - 01/03/2025 - சணப்பிரட்டி பகுதியில் உள்ள பொதுமக்களுக்கு அன்னதானம் வழங்குதல். — [858, 177, 1052, 215]
list-item: 705 - கன்னியாகுமரி கிழக்கு - நாகர்கோவில் - 01/03/2025 - ராஜாக்கமங்கலம் மேலகுன்னம் அங்கன்வாடி மையம் குழந்தைகளுக்கு இனிப்பு வழங்குதல். — [858, 1278, 1052, 1330]
list-item: 708 - பெரம்பலூர் - பெரம்பலூர் - 04/03/2025 - தழுதாழை பள்ளி மாணவர்களுக்கு நோட்டு புத்தகம் மற்றும் டிஜிட்டல் வாட்ச் ஒலிப்பு மேசை ஆதரவு ஒலிபெருக்கி மற்றும் பள்ளி வழங்குதல். — [858, 1431, 1052, 1484]
list-item: 664 - அரியலூர் - அரியலூர் - 01/03/2025 - திருமானூர் ஊராட்சி ஒன்றிய பள்ளியில் பயிலும் மாணவர்களுக்கு நோட்டு புத்தகம் வழங்குதல். — [654, 860, 848, 898]
list-item: 605 - கடலூர் மேற்கு - விருத்தாசலம் - 01/03/2025 - அருள்மிகு விருத்தகிரீஸ்வரர் ஆலயத்தில் 720க்கும் மேற்பட்ட பொதுமக்களுக்கு அன்னதானம் வழங்குதல். — [246, 1501, 440, 1553]
list-item: 578 - மயிலாடுதுறை - சீர்காழி - 07/03/2025 - "சீர்காழி மேற்கு ஒன்றியம் கண்ணியநகர் நடுநிலைப் பள்ளியில் உபகரணங்கள் வழங்குதல். — [35, 1864, 237, 1902]
list-item: 686 - கரூர் - குளித்தலை - 01/03/2025 - கடம்பவனேஸ்வரர் திருக்கோவில் அன்னதானம் வழங்குதல். — [858, 260, 1052, 299]
list-item: 629 - புதுக்கோட்டை வடக்கு - கந்தர்வக்கோட்டை - 22/03/2025 - அன்னை தெரசா மாற்றுத்திறனாளிகள் மறுவாழ்வு இல்லத்தில் மாணவர்களுக்கு உணவு வழங்குதல். — [450, 902, 644, 954]
